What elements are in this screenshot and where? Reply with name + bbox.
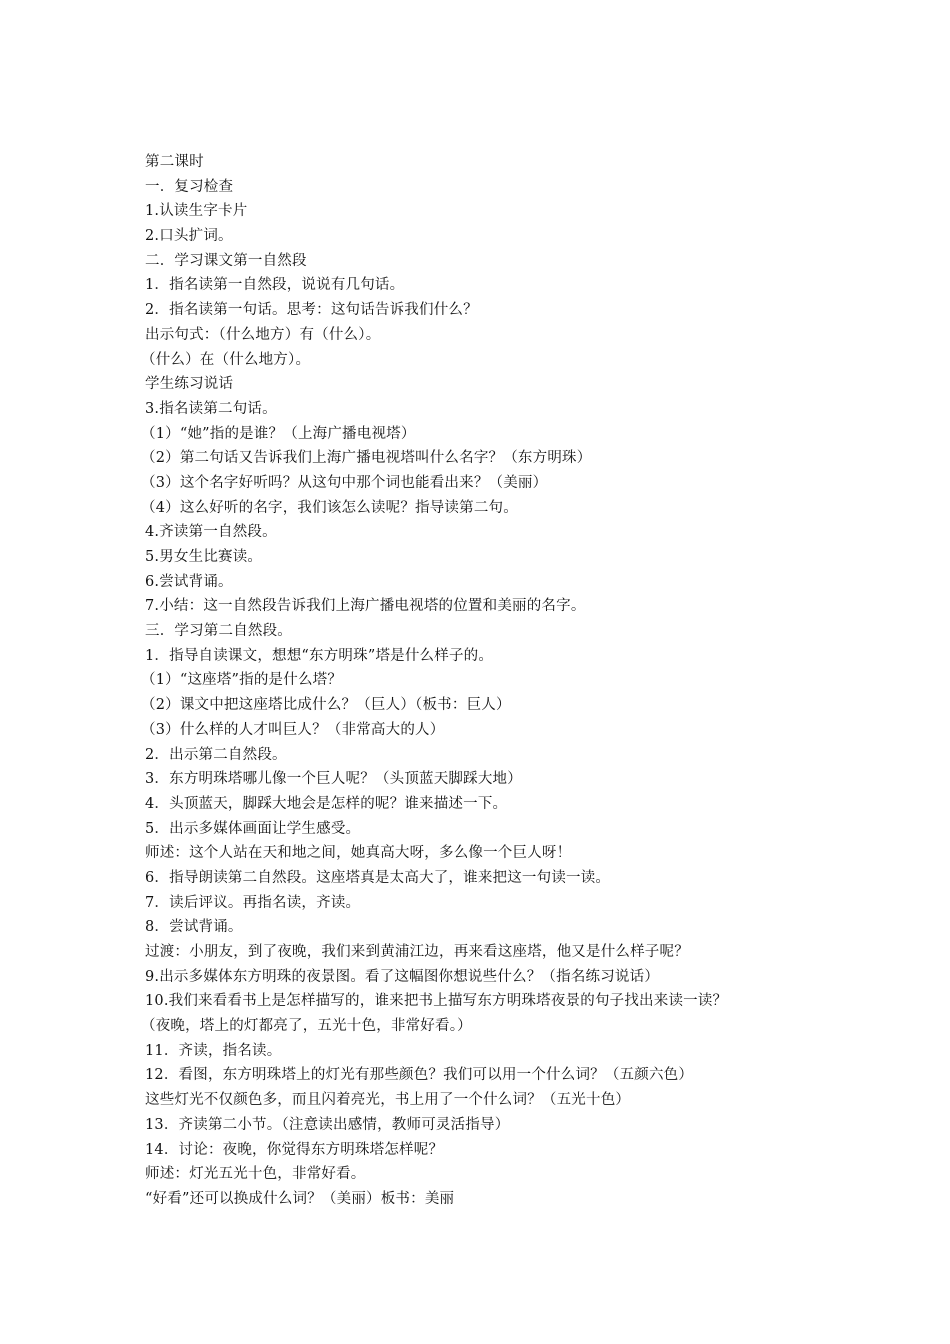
text-line: 10.我们来看看书上是怎样描写的，谁来把书上描写东方明珠塔夜景的句子找出来读一读？: [145, 993, 728, 1010]
text-line: 4.齐读第一自然段。: [145, 524, 277, 541]
text-line: 14．讨论：夜晚，你觉得东方明珠塔怎样呢？: [145, 1141, 444, 1158]
text-line: 6.尝试背诵。: [145, 573, 233, 590]
text-line: 2.口头扩词。: [145, 228, 233, 245]
text-line: 13．齐读第二小节。（注意读出感情，教师可灵活指导）: [145, 1116, 510, 1133]
text-line: 7．读后评议。再指名读，齐读。: [145, 894, 361, 911]
text-line: 5．出示多媒体画面让学生感受。: [145, 820, 361, 837]
text-line: “好看”还可以换成什么词？（美丽）板书：美丽: [145, 1190, 455, 1207]
text-line: （夜晚，塔上的灯都亮了，五光十色，非常好看。）: [141, 1018, 472, 1035]
text-line: 6．指导朗读第二自然段。这座塔真是太高大了，谁来把这一句读一读。: [145, 869, 611, 886]
text-line: 1．指名读第一自然段，说说有几句话。: [145, 277, 405, 294]
section-title-second-lesson: 第二课时: [145, 154, 204, 170]
text-line: 师述：这个人站在天和地之间，她真高大呀，多么像一个巨人呀！: [145, 845, 572, 862]
text-line: 1．指导自读课文，想想“东方明珠”塔是什么样子的。: [145, 647, 494, 664]
text-line: 7.小结：这一自然段告诉我们上海广播电视塔的位置和美丽的名字。: [145, 598, 586, 615]
heading-paragraph-two: 三．学习第二自然段。: [145, 623, 292, 640]
heading-review: 一．复习检查: [145, 178, 234, 195]
heading-paragraph-one: 二．学习课文第一自然段: [145, 252, 307, 269]
text-line: 8．尝试背诵。: [145, 919, 243, 936]
text-line: （什么）在（什么地方）。: [141, 351, 311, 368]
text-line: 3.指名读第二句话。: [145, 400, 277, 417]
text-line: 12．看图，东方明珠塔上的灯光有那些颜色？我们可以用一个什么词？（五颜六色）: [145, 1067, 694, 1084]
text-line: 这些灯光不仅颜色多，而且闪着亮光，书上用了一个什么词？（五光十色）: [145, 1092, 631, 1109]
text-line: 2．指名读第一句话。思考：这句话告诉我们什么？: [145, 302, 478, 319]
text-line: （3）这个名字好听吗？从这句中那个词也能看出来？（美丽）: [141, 474, 548, 491]
text-line: （4）这么好听的名字，我们该怎么读呢？指导读第二句。: [141, 499, 518, 516]
text-line: （1）“这座塔”指的是什么塔？: [141, 672, 343, 689]
text-line: （2）第二句话又告诉我们上海广播电视塔叫什么名字？（东方明珠）: [141, 450, 592, 467]
text-line: 5.男女生比赛读。: [145, 549, 263, 565]
text-line: 1.认读生字卡片: [145, 203, 248, 220]
text-line: （2）课文中把这座塔比成什么？（巨人）（板书：巨人）: [141, 697, 511, 714]
text-line: 3．东方明珠塔哪儿像一个巨人呢？（头顶蓝天脚踩大地）: [145, 771, 522, 788]
text-line: 11．齐读，指名读。: [145, 1042, 282, 1059]
text-line: 过渡：小朋友，到了夜晚，我们来到黄浦江边，再来看这座塔，他又是什么样子呢？: [145, 944, 689, 960]
text-line: 4．头顶蓝天，脚踩大地会是怎样的呢？谁来描述一下。: [145, 795, 508, 812]
lesson-plan-text: [141, 150, 935, 1212]
text-line: （3）什么样的人才叫巨人？（非常高大的人）: [141, 721, 445, 738]
text-line: 2．出示第二自然段。: [145, 746, 287, 763]
text-line: 9.出示多媒体东方明珠的夜景图。看了这幅图你想说些什么？（指名练习说话）: [145, 968, 660, 985]
text-line: （1）“她”指的是谁？（上海广播电视塔）: [141, 425, 416, 442]
text-line: 师述：灯光五光十色，非常好看。: [145, 1166, 366, 1183]
text-line: 学生练习说话: [145, 376, 234, 393]
text-line: 出示句式：（什么地方）有（什么）。: [145, 326, 381, 343]
